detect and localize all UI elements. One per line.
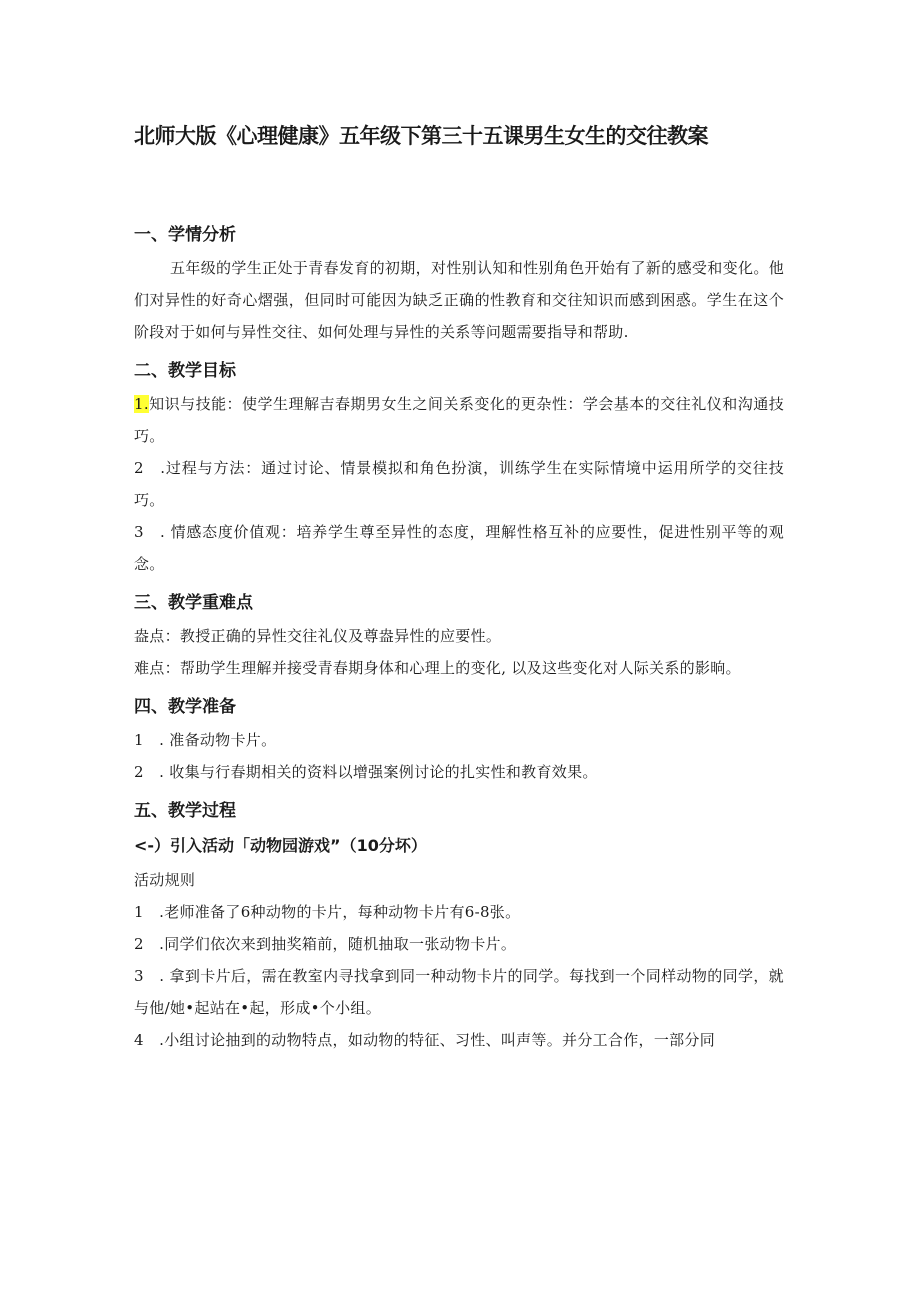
document-title: 北师大版《心理健康》五年级下第三十五课男生女生的交往教案: [134, 124, 708, 148]
rules-label: 活动规则: [134, 871, 196, 889]
difficult-point: 难点：帮助学生理解并接受青春期身体和心理上的变化, 以及这些变化对人际关系的影晌。: [134, 659, 741, 677]
activity-heading: <-）引入活动「动物园游戏”（10分坏）: [134, 836, 427, 855]
section-process: [134, 794, 784, 1056]
section-teaching-goals: [134, 354, 784, 580]
section-heading: 五、教学过程: [134, 801, 236, 821]
prep-item: 1 . 准备动物卡片。: [134, 731, 277, 749]
section-heading: 四、教学准备: [134, 697, 236, 717]
goal-text: 知识与技能：使学生理解吉春期男女生之间关系变化的更杂性：学会基本的交往礼仪和沟通技巧。: [134, 395, 784, 445]
rule-item: 2 .同学们依次来到抽奖箱前，随机抽取一张动物卡片。: [134, 935, 517, 953]
rule-item: 1 .老师准备了6种动物的卡片，每种动物卡片有6-8张。: [134, 903, 521, 921]
rule-item: 4 .小组讨论抽到的动物特点，如动物的特征、习性、叫声等。并分工合作，一部分同: [134, 1031, 716, 1049]
section-heading: 三、教学重难点: [134, 593, 253, 613]
section-heading: 二、教学目标: [134, 361, 236, 381]
prep-item: 2 . 收集与行春期相关的资料以增强案例讨论的扎实性和教育效果。: [134, 763, 598, 781]
section-learner-analysis: [134, 218, 784, 348]
goal-item: 2 .过程与方法：通过讨论、情景模拟和角色扮演，训练学生在实际情境中运用所学的交往技巧。: [134, 459, 784, 509]
goal-item: 3 . 情感态度价值观：培养学生尊至异性的态度，理解性格互补的应要性，促进性别平等的观念。: [134, 523, 784, 573]
paragraph: 五年级的学生正处于青春发育的初期，对性别认知和性别角色开始有了新的感受和变化。他们对异性的好奇心熠强，但同时可能因为缺乏正确的性教育和交往知识而感到困惑。学生在这个阶段对于如何与异性交往、如何处理与异性的关系等问题需要指导和帮助.: [134, 259, 784, 341]
section-heading: 一、学情分析: [134, 225, 236, 245]
goal-item: [134, 388, 784, 452]
key-point: 盎点：教授正确的异性交往礼仪及尊盎异性的应要性。: [134, 627, 502, 645]
section-preparation: [134, 690, 784, 788]
section-key-points: [134, 586, 784, 684]
highlighted-number: 1.: [134, 395, 149, 413]
rule-item: 3 . 拿到卡片后，需在教室内寻找拿到同一种动物卡片的同学。每找到一个同样动物的同学，就与他/她•起站在•起，形成•个小组。: [134, 967, 784, 1017]
